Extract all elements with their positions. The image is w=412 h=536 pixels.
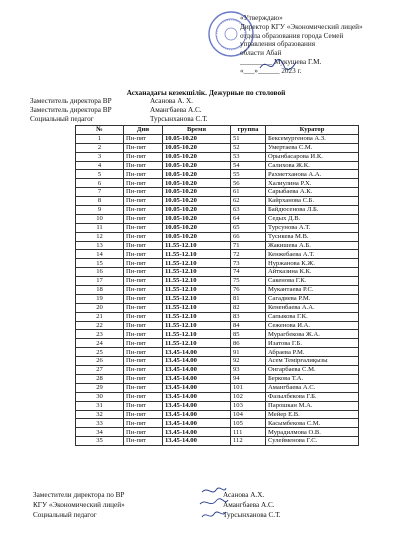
- cell-number: 34: [76, 428, 124, 437]
- table-row: [76, 312, 359, 321]
- cell-group: 111: [231, 428, 266, 437]
- header-time: Время: [163, 126, 231, 135]
- cell-time: 10.05-10.20: [163, 179, 231, 188]
- cell-days: Пн-пят: [124, 161, 163, 170]
- cell-days: Пн-пят: [124, 268, 163, 277]
- footer-name: Амангбаева А.С.: [223, 501, 275, 509]
- table-row: [76, 143, 359, 152]
- cell-time: 11.55-12.10: [163, 312, 231, 321]
- cell-days: Пн-пят: [124, 366, 163, 375]
- cell-time: 13.45-14.00: [163, 410, 231, 419]
- cell-group: 92: [231, 357, 266, 366]
- cell-curator: Бексемургенова А.З.: [266, 134, 359, 143]
- cell-curator: Кененбаева А.А.: [266, 303, 359, 312]
- staff-name: Турсынханова С.Т.: [150, 115, 208, 124]
- table-row: [76, 428, 359, 437]
- cell-group: 101: [231, 383, 266, 392]
- table-row: [76, 392, 359, 401]
- cell-number: 27: [76, 366, 124, 375]
- cell-group: 66: [231, 232, 266, 241]
- cell-group: 62: [231, 197, 266, 206]
- table-row: [76, 303, 359, 312]
- cell-number: 20: [76, 303, 124, 312]
- cell-group: 91: [231, 348, 266, 357]
- table-row: [76, 374, 359, 383]
- cell-number: 12: [76, 232, 124, 241]
- cell-curator: Айтказина К.К.: [266, 268, 359, 277]
- cell-number: 10: [76, 214, 124, 223]
- cell-days: Пн-пят: [124, 294, 163, 303]
- cell-time: 10.05-10.20: [163, 143, 231, 152]
- table-row: [76, 223, 359, 232]
- cell-time: 13.45-14.00: [163, 428, 231, 437]
- cell-days: Пн-пят: [124, 223, 163, 232]
- cell-days: Пн-пят: [124, 152, 163, 161]
- cell-curator: Салихова Ж.К.: [266, 161, 359, 170]
- cell-number: 19: [76, 294, 124, 303]
- cell-curator: Мурадилмова О.В.: [266, 428, 359, 437]
- table-header-row: [76, 126, 359, 135]
- table-row: [76, 286, 359, 295]
- cell-days: Пн-пят: [124, 143, 163, 152]
- footer-signatures: [33, 490, 281, 520]
- footer-role: КГУ «Экономический лицей»: [33, 501, 125, 509]
- cell-group: 76: [231, 286, 266, 295]
- handwritten-signatures-icon: [196, 484, 232, 524]
- cell-group: 73: [231, 259, 266, 268]
- cell-group: 82: [231, 303, 266, 312]
- cell-time: 10.05-10.20: [163, 214, 231, 223]
- cell-curator: Жакишева А.Б.: [266, 241, 359, 250]
- cell-time: 13.45-14.00: [163, 392, 231, 401]
- cell-curator: Сарыбаева А.К.: [266, 188, 359, 197]
- header-days: Дни: [124, 126, 163, 135]
- staff-name: Асанова А. Х.: [150, 97, 193, 105]
- cell-days: Пн-пят: [124, 383, 163, 392]
- cell-days: Пн-пят: [124, 214, 163, 223]
- cell-curator: Сеженова И.А.: [266, 321, 359, 330]
- cell-days: Пн-пят: [124, 392, 163, 401]
- cell-curator: Онгарбаева С.М.: [266, 366, 359, 375]
- cell-time: 10.05-10.20: [163, 232, 231, 241]
- approval-line: области Абай: [240, 49, 282, 58]
- cell-days: Пн-пят: [124, 330, 163, 339]
- cell-days: Пн-пят: [124, 277, 163, 286]
- cell-days: Пн-пят: [124, 206, 163, 215]
- cell-group: 51: [231, 134, 266, 143]
- cell-curator: Нуржанова К.Ж.: [266, 259, 359, 268]
- cell-curator: Халиулина Р.Х.: [266, 179, 359, 188]
- table-row: [76, 366, 359, 375]
- approval-line: _________ Мукушева Г.М.: [240, 57, 322, 66]
- cell-curator: Мейер Е.В.: [266, 410, 359, 419]
- table-row: [76, 250, 359, 259]
- cell-group: 71: [231, 241, 266, 250]
- cell-days: Пн-пят: [124, 401, 163, 410]
- cell-curator: Абраева Р.М.: [266, 348, 359, 357]
- staff-row: [30, 97, 208, 106]
- cell-curator: Рахметханова А.А.: [266, 170, 359, 179]
- director-signature-icon: [258, 56, 298, 74]
- cell-group: 105: [231, 419, 266, 428]
- cell-curator: Сапыкова Г.К.: [266, 312, 359, 321]
- cell-group: 56: [231, 179, 266, 188]
- staff-row: [30, 106, 208, 115]
- cell-group: 83: [231, 312, 266, 321]
- approval-line: управления образования: [240, 40, 316, 49]
- cell-days: Пн-пят: [124, 419, 163, 428]
- table-row: [76, 214, 359, 223]
- staff-name: Амангбаева А.С.: [150, 106, 202, 115]
- cell-days: Пн-пят: [124, 197, 163, 206]
- cell-time: 13.45-14.00: [163, 437, 231, 446]
- approval-line: «Утверждаю»: [240, 14, 283, 22]
- cell-group: 52: [231, 143, 266, 152]
- cell-group: 74: [231, 268, 266, 277]
- cell-curator: Сагадиева Р.М.: [266, 294, 359, 303]
- cell-curator: Турсунова А.Т.: [266, 223, 359, 232]
- cell-group: 84: [231, 321, 266, 330]
- cell-group: 94: [231, 374, 266, 383]
- table-row: [76, 277, 359, 286]
- staff-role: Заместитель директора ВР: [30, 97, 112, 105]
- cell-number: 29: [76, 383, 124, 392]
- cell-time: 10.05-10.20: [163, 188, 231, 197]
- cell-group: 53: [231, 152, 266, 161]
- table-row: [76, 179, 359, 188]
- table-row: [76, 241, 359, 250]
- cell-days: Пн-пят: [124, 134, 163, 143]
- table-row: [76, 161, 359, 170]
- staff-list: [30, 97, 208, 125]
- cell-time: 11.55-12.10: [163, 259, 231, 268]
- table-row: [76, 206, 359, 215]
- footer-row: [33, 510, 281, 520]
- table-row: [76, 259, 359, 268]
- cell-days: Пн-пят: [124, 348, 163, 357]
- staff-row: [30, 115, 208, 124]
- cell-time: 10.05-10.20: [163, 161, 231, 170]
- cell-days: Пн-пят: [124, 241, 163, 250]
- cell-number: 14: [76, 250, 124, 259]
- cell-time: 10.05-10.20: [163, 134, 231, 143]
- document-title: Асханадағы кезекшілік. Дежурные по столовой: [126, 88, 286, 97]
- header-group: группа: [231, 126, 266, 135]
- cell-days: Пн-пят: [124, 179, 163, 188]
- cell-time: 13.45-14.00: [163, 419, 231, 428]
- cell-days: Пн-пят: [124, 250, 163, 259]
- approval-line: «___»______ 2023 г.: [240, 66, 302, 75]
- table-row: [76, 188, 359, 197]
- cell-time: 11.55-12.10: [163, 303, 231, 312]
- table-row: [76, 268, 359, 277]
- cell-number: 11: [76, 223, 124, 232]
- cell-time: 11.55-12.10: [163, 250, 231, 259]
- table-row: [76, 357, 359, 366]
- table-row: [76, 401, 359, 410]
- cell-time: 10.05-10.20: [163, 197, 231, 206]
- cell-days: Пн-пят: [124, 303, 163, 312]
- cell-days: Пн-пят: [124, 357, 163, 366]
- table-row: [76, 197, 359, 206]
- cell-days: Пн-пят: [124, 374, 163, 383]
- cell-days: Пн-пят: [124, 339, 163, 348]
- cell-curator: Сакенова Г.К.: [266, 277, 359, 286]
- cell-number: 18: [76, 286, 124, 295]
- table-row: [76, 330, 359, 339]
- cell-group: 81: [231, 294, 266, 303]
- cell-days: Пн-пят: [124, 286, 163, 295]
- cell-number: 5: [76, 170, 124, 179]
- cell-number: 21: [76, 312, 124, 321]
- cell-number: 28: [76, 374, 124, 383]
- cell-days: Пн-пят: [124, 232, 163, 241]
- cell-curator: Мукантаева Р.С.: [266, 286, 359, 295]
- cell-curator: Кайрханова С.Б.: [266, 197, 359, 206]
- cell-number: 15: [76, 259, 124, 268]
- cell-group: 63: [231, 206, 266, 215]
- cell-time: 13.45-14.00: [163, 374, 231, 383]
- cell-number: 4: [76, 161, 124, 170]
- table-row: [76, 410, 359, 419]
- cell-number: 7: [76, 188, 124, 197]
- cell-time: 11.55-12.10: [163, 286, 231, 295]
- cell-time: 11.55-12.10: [163, 268, 231, 277]
- cell-time: 11.55-12.10: [163, 330, 231, 339]
- cell-time: 10.05-10.20: [163, 152, 231, 161]
- cell-curator: Седых Д.В.: [266, 214, 359, 223]
- footer-role: Социальный педагог: [33, 511, 97, 519]
- cell-curator: Беркова Т.А.: [266, 374, 359, 383]
- cell-number: 24: [76, 339, 124, 348]
- cell-curator: Фазылбекова Г.Б.: [266, 392, 359, 401]
- cell-time: 13.45-14.00: [163, 383, 231, 392]
- cell-curator: Изатова Г.Б.: [266, 339, 359, 348]
- cell-days: Пн-пят: [124, 312, 163, 321]
- cell-curator: Кенжебаева А.Т.: [266, 250, 359, 259]
- footer-role: Заместители директора по ВР: [33, 491, 125, 499]
- cell-time: 10.05-10.20: [163, 170, 231, 179]
- cell-number: 31: [76, 401, 124, 410]
- cell-days: Пн-пят: [124, 321, 163, 330]
- cell-number: 8: [76, 197, 124, 206]
- table-row: [76, 294, 359, 303]
- cell-number: 13: [76, 241, 124, 250]
- cell-group: 86: [231, 339, 266, 348]
- cell-time: 10.05-10.20: [163, 223, 231, 232]
- cell-group: 112: [231, 437, 266, 446]
- table-row: [76, 348, 359, 357]
- cell-number: 33: [76, 419, 124, 428]
- staff-role: Социальный педагог: [30, 115, 94, 124]
- cell-number: 32: [76, 410, 124, 419]
- cell-time: 11.55-12.10: [163, 339, 231, 348]
- table-row: [76, 170, 359, 179]
- cell-curator: Байдюсенова Л.Б.: [266, 206, 359, 215]
- duty-table: [75, 125, 359, 446]
- table-row: [76, 383, 359, 392]
- cell-group: 75: [231, 277, 266, 286]
- cell-group: 104: [231, 410, 266, 419]
- cell-number: 35: [76, 437, 124, 446]
- table-row: [76, 152, 359, 161]
- cell-number: 2: [76, 143, 124, 152]
- cell-group: 65: [231, 223, 266, 232]
- header-curator: Куратор: [266, 126, 359, 135]
- cell-days: Пн-пят: [124, 259, 163, 268]
- cell-number: 30: [76, 392, 124, 401]
- cell-number: 17: [76, 277, 124, 286]
- footer-name: Турсынханова С.Т.: [223, 511, 281, 519]
- cell-group: 61: [231, 188, 266, 197]
- cell-time: 11.55-12.10: [163, 241, 231, 250]
- table-row: [76, 232, 359, 241]
- cell-group: 85: [231, 330, 266, 339]
- cell-group: 54: [231, 161, 266, 170]
- cell-curator: Асем Темірғалиқызы: [266, 357, 359, 366]
- cell-curator: Амангбаева А.С.: [266, 383, 359, 392]
- table-row: [76, 134, 359, 143]
- table-row: [76, 321, 359, 330]
- cell-curator: Сулейменова Г.С.: [266, 437, 359, 446]
- table-row: [76, 339, 359, 348]
- cell-number: 9: [76, 206, 124, 215]
- cell-days: Пн-пят: [124, 188, 163, 197]
- cell-days: Пн-пят: [124, 170, 163, 179]
- cell-curator: Касымбекова С.М.: [266, 419, 359, 428]
- cell-group: 72: [231, 250, 266, 259]
- cell-curator: Мурагбекова Ж.А.: [266, 330, 359, 339]
- table-body: [76, 134, 359, 445]
- cell-group: 55: [231, 170, 266, 179]
- cell-time: 10.05-10.20: [163, 206, 231, 215]
- cell-number: 1: [76, 134, 124, 143]
- approval-line: Директор КГУ «Экономический лицей»: [240, 22, 363, 31]
- cell-group: 102: [231, 392, 266, 401]
- cell-group: 93: [231, 366, 266, 375]
- footer-row: [33, 490, 281, 500]
- cell-number: 3: [76, 152, 124, 161]
- cell-group: 64: [231, 214, 266, 223]
- footer-name: Асанова А.Х.: [223, 491, 265, 499]
- cell-days: Пн-пят: [124, 428, 163, 437]
- cell-curator: Умертаева С.М.: [266, 143, 359, 152]
- cell-days: Пн-пят: [124, 437, 163, 446]
- cell-number: 23: [76, 330, 124, 339]
- cell-number: 6: [76, 179, 124, 188]
- cell-curator: Орынбасарова И.К.: [266, 152, 359, 161]
- cell-number: 22: [76, 321, 124, 330]
- cell-curator: Тусикева М.В.: [266, 232, 359, 241]
- approval-line: отдела образования города Семей: [240, 31, 344, 40]
- cell-time: 13.45-14.00: [163, 357, 231, 366]
- cell-number: 16: [76, 268, 124, 277]
- cell-time: 13.45-14.00: [163, 366, 231, 375]
- cell-time: 11.55-12.10: [163, 321, 231, 330]
- cell-group: 103: [231, 401, 266, 410]
- cell-time: 13.45-14.00: [163, 401, 231, 410]
- cell-time: 11.55-12.10: [163, 294, 231, 303]
- table-row: [76, 437, 359, 446]
- cell-time: 11.55-12.10: [163, 277, 231, 286]
- cell-number: 26: [76, 357, 124, 366]
- header-number: №: [76, 126, 124, 135]
- cell-time: 13.45-14.00: [163, 348, 231, 357]
- staff-role: Заместитель директора ВР: [30, 106, 112, 115]
- cell-days: Пн-пят: [124, 410, 163, 419]
- table-row: [76, 419, 359, 428]
- cell-number: 25: [76, 348, 124, 357]
- cell-curator: Парошкан М.А.: [266, 401, 359, 410]
- footer-row: [33, 500, 281, 510]
